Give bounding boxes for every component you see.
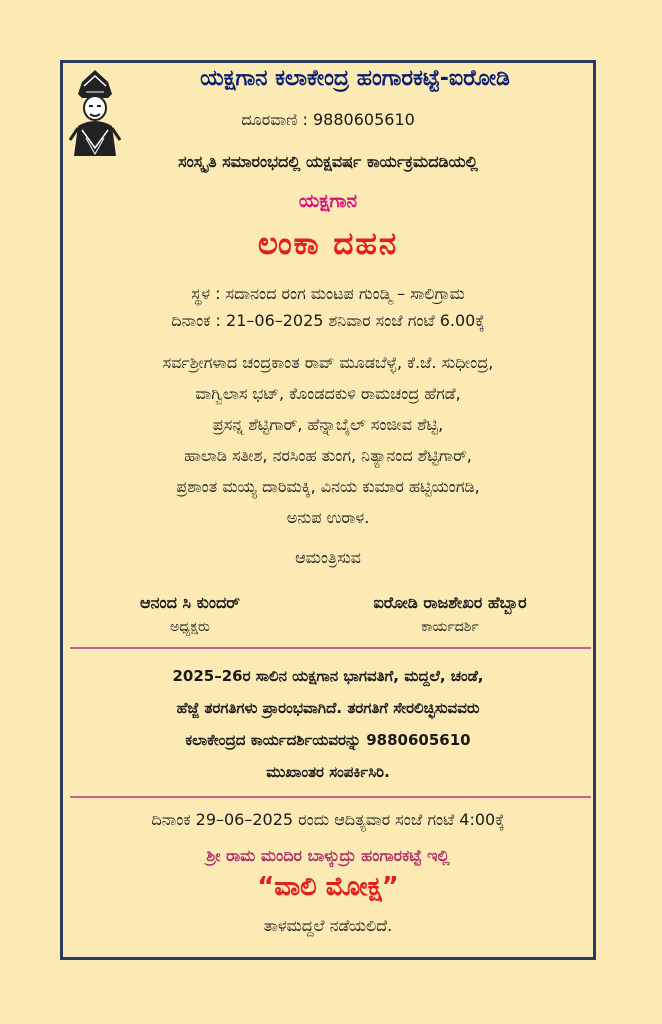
signatory-name: ಐರೋಡಿ ರಾಜಶೇಖರ ಹೆಬ್ಬಾರ [373,593,527,612]
class-notice [63,660,593,788]
artist-line: ಅನುಪ ಉರಾಳ. [286,508,370,527]
signatory-role: ಅಧ್ಯಕ್ಷರು [170,619,210,635]
event-details [63,280,593,334]
art-form-label: ಯಕ್ಷಗಾನ [298,190,358,212]
artist-line: ಪ್ರಸನ್ನ ಶೆಟ್ಟಿಗಾರ್, ಹೆನ್ನಾಬೈಲ್ ಸಂಜೀವ ಶೆಟ್ಟಿ, [212,415,444,434]
play-title: ಲಂಕಾ ದಹನ [257,226,399,262]
artist-line: ಸರ್ವಶ್ರೀಗಳಾದ ಚಂದ್ರಕಾಂತ ರಾವ್ ಮೂಡಬೆಳ್ಳೆ, ಕೆ.ಜೆ. ಸುಧೀಂದ್ರ, [162,353,494,372]
event-subtitle: ಸಂಸ್ಕೃತಿ ಸಮಾರಂಭದಲ್ಲಿ ಯಕ್ಷವರ್ಷ ಕಾರ್ಯಕ್ರಮದಡಿಯಲ್ಲಿ [178,152,478,171]
signatory-president [70,593,310,635]
artist-list [63,347,593,533]
invite-label: ಆಮಂತ್ರಿಸುವ [295,548,361,567]
notice-line: ಹೆಜ್ಜೆ ತರಗತಿಗಳು ಪ್ರಾರಂಭವಾಗಿದೆ. ತರಗತಿಗೆ ಸೇರಲಿಚ್ಛಿಸುವವರು [176,699,480,717]
artist-line: ವಾಗ್ವಿಲಾಸ ಭಟ್, ಕೊಂಡದಕುಳಿ ರಾಮಚಂದ್ರ ಹೆಗಡೆ, [195,384,461,403]
phone-number: ದೂರವಾಣಿ : 9880605610 [241,110,415,129]
artist-line: ಪ್ರಶಾಂತ ಮಯ್ಯ ದಾರಿಮಕ್ಕಿ, ವಿನಯ ಕುಮಾರ ಹಟ್ಟಿಯಂಗಡಿ, [176,477,480,496]
event-venue: ಸ್ಥಳ : ಸದಾನಂದ ರಂಗ ಮಂಟಪ ಗುಂಡ್ಮಿ – ಸಾಲಿಗ್ರಾಮ [191,284,465,303]
second-event-date: ದಿನಾಂಕ 29–06–2025 ರಂದು ಆದಿತ್ಯವಾರ ಸಂಜೆ ಗಂಟೆ 4:00ಕ್ಕೆ [151,810,505,829]
notice-line: 2025–26ರ ಸಾಲಿನ ಯಕ್ಷಗಾನ ಭಾಗವತಿಗೆ, ಮದ್ದಲೆ, ಚಂಡೆ, [172,667,484,685]
artist-line: ಹಾಲಾಡಿ ಸತೀಶ, ನರಸಿಂಹ ತುಂಗ, ನಿತ್ಯಾನಂದ ಶೆಟ್ಟಿಗಾರ್, [184,446,472,465]
signatory-name: ಆನಂದ ಸಿ ಕುಂದರ್ [140,593,240,612]
notice-line: ಕಲಾಕೇಂದ್ರದ ಕಾರ್ಯದರ್ಶಿಯವರನ್ನು 9880605610 [185,731,471,749]
second-event-venue: ಶ್ರೀ ರಾಮ ಮಂದಿರ ಬಾಳ್ಕುದ್ರು ಹಂಗಾರಕಟ್ಟೆ ಇಲ್ಲಿ [206,846,450,865]
divider [70,796,591,798]
notice-line: ಮುಖಾಂತರ ಸಂಪರ್ಕಿಸಿರಿ. [266,763,390,781]
event-date: ದಿನಾಂಕ : 21–06–2025 ಶನಿವಾರ ಸಂಜೆ ಗಂಟೆ 6.00ಕ್ಕೆ [171,311,485,330]
signatory-role: ಕಾರ್ಯದರ್ಶಿ [421,619,479,635]
second-event-title: “ವಾಲಿ ಮೋಕ್ಷ” [257,872,399,902]
second-event-note: ತಾಳಮದ್ದಲೆ ನಡೆಯಲಿದೆ. [263,916,393,935]
organization-title: ಯಕ್ಷಗಾನ ಕಲಾಕೇಂದ್ರ ಹಂಗಾರಕಟ್ಟೆ-ಐರೋಡಿ [200,66,510,91]
signatory-secretary [330,593,570,635]
divider [70,647,591,649]
